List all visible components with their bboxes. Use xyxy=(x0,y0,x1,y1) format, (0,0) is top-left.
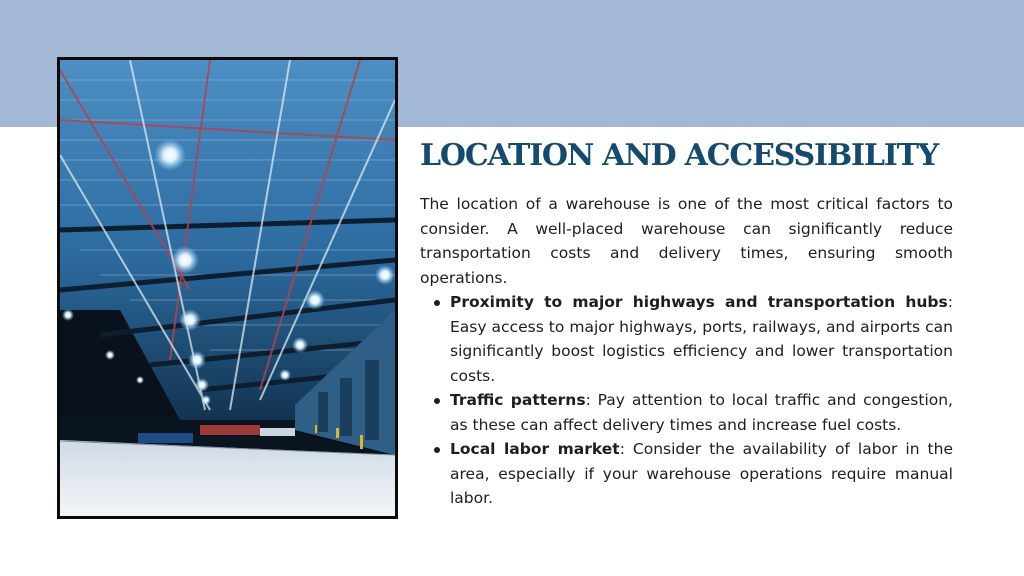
bullet-list xyxy=(420,290,953,511)
bullet-item-proximity xyxy=(450,290,953,388)
warehouse-photo xyxy=(57,57,398,519)
bullet-separator: : xyxy=(619,440,633,458)
bullet-description: Easy access to major highways, ports, railways, and airports can significantly boost logistics efficiency and lower transportation costs. xyxy=(450,317,953,385)
bullet-term: Local labor market xyxy=(450,440,620,458)
bullet-description: Pay attention to local traffic and congestion, as these can affect delivery times and increase fuel costs. xyxy=(450,391,953,434)
bullet-separator: : xyxy=(585,391,598,409)
intro-paragraph: The location of a warehouse is one of the most critical factors to consider. A well-placed warehouse can significantly reduce transportation costs and delivery times, ensuring smooth operations. xyxy=(420,195,953,287)
slide-title: LOCATION AND ACCESSIBILITY xyxy=(420,138,938,173)
bullet-item-labor xyxy=(450,437,953,511)
bullet-term: Proximity to major highways and transportation hubs xyxy=(450,293,948,311)
bullet-term: Traffic patterns xyxy=(450,391,586,409)
bullet-description: Consider the availability of labor in the area, especially if your warehouse operations require manual labor. xyxy=(450,440,953,507)
bullet-item-traffic xyxy=(450,388,953,437)
bullet-separator: : xyxy=(947,293,953,311)
slide-body xyxy=(420,192,953,511)
